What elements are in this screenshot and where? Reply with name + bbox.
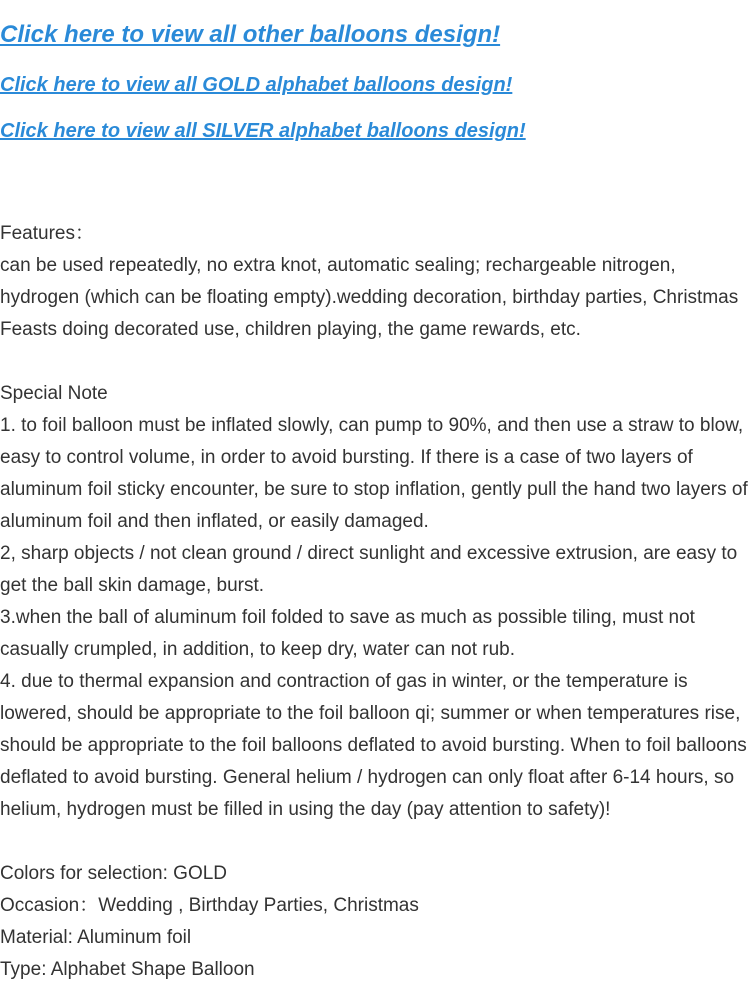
view-gold-alphabet-balloons-link[interactable]: Click here to view all GOLD alphabet balloons design! [0,74,513,96]
special-note-item-2: 2, sharp objects / not clean ground / direct sunlight and excessive extrusion, are easy to get the ball skin damage, burst. [0,543,738,596]
description-body [0,218,750,986]
spec-colors: Colors for selection: GOLD [0,863,228,884]
special-note-heading: Special Note [0,383,108,404]
view-all-balloons-link[interactable]: Click here to view all other balloons design! [0,21,501,48]
spacer [0,826,750,858]
features-heading: Features： [0,223,94,244]
special-note-item-3: 3.when the ball of aluminum foil folded to save as much as possible tiling, must not casually crumpled, in addition, to keep dry, water can not rub. [0,607,695,660]
view-silver-alphabet-balloons-link[interactable]: Click here to view all SILVER alphabet balloons design! [0,120,526,142]
spec-type: Type: Alphabet Shape Balloon [0,959,255,980]
spec-material: Material: Aluminum foil [0,927,192,948]
special-note-item-4: 4. due to thermal expansion and contraction of gas in winter, or the temperature is lowered, should be appropriate to the foil balloon qi; summer or when temperatures rise, should be appropriate to the foil balloons deflated to avoid bursting. When to foil balloons deflated to avoid bursting. General helium / hydrogen can only float after 6-14 hours, so helium, hydrogen must be filled in using the day (pay attention to safety)! [0,671,747,820]
special-note-item-1: 1. to foil balloon must be inflated slowly, can pump to 90%, and then use a straw to blow, easy to control volume, in order to avoid bursting. If there is a case of two layers of aluminum foil sticky encounter, be sure to stop inflation, gently pull the hand two layers of aluminum foil and then inflated, or easily damaged. [0,415,748,532]
features-text: can be used repeatedly, no extra knot, automatic sealing; rechargeable nitrogen, hydrogen (which can be floating empty).wedding decoration, birthday parties, Christmas Feasts doing decorated use, children playing, the game rewards, etc. [0,255,739,340]
spec-occasion: Occasion：Wedding , Birthday Parties, Christmas [0,895,419,916]
spacer [0,346,750,378]
